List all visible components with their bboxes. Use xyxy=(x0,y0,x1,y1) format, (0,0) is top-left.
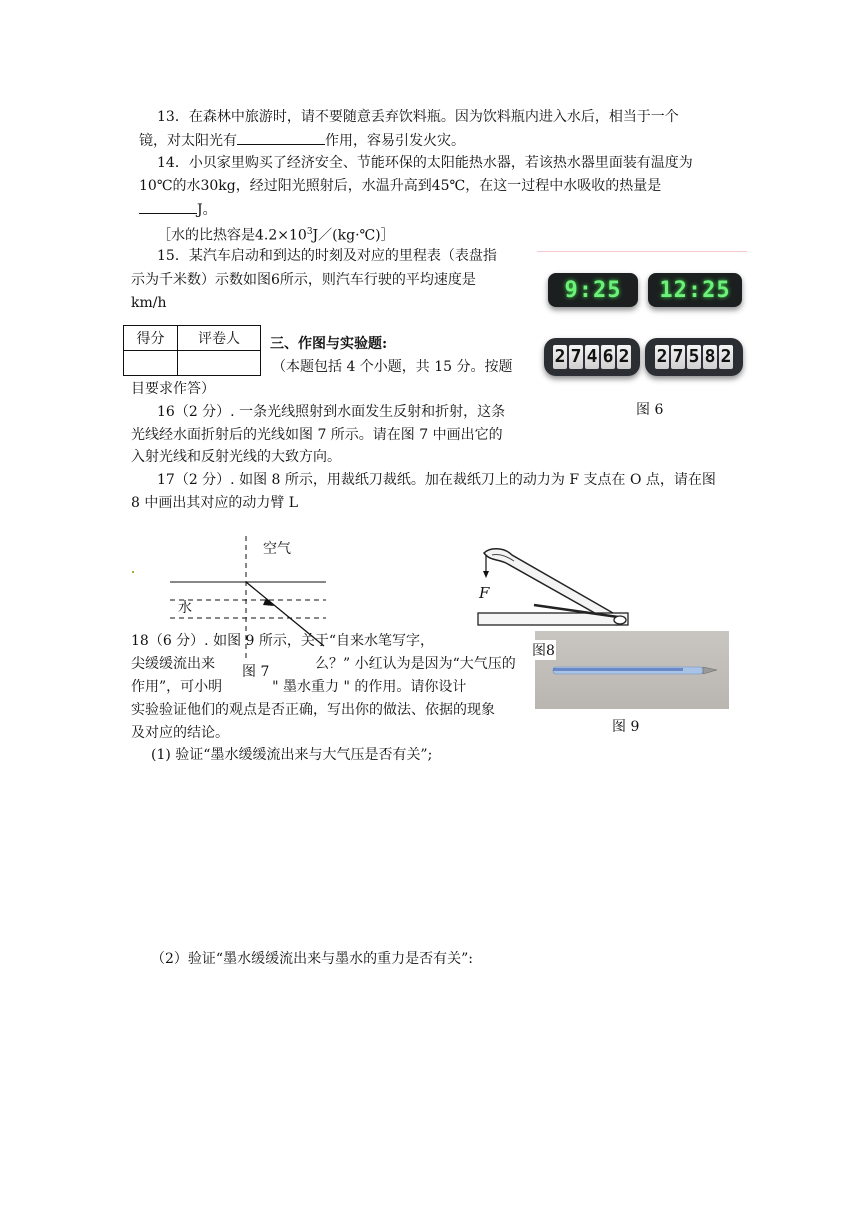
clock-start-panel xyxy=(548,273,638,307)
q17-line1: 17（2 分）. 如图 8 所示，用裁纸刀裁纸。加在裁纸刀上的动力为 F 支点在 O 点，请在图 xyxy=(157,472,716,488)
pen-refill-image xyxy=(535,631,729,709)
q16-line3: 入射光线和反射光线的大致方向。 xyxy=(131,449,341,465)
pivot-point xyxy=(614,616,626,624)
odometer-end-digit: 2 xyxy=(656,346,668,367)
q14-line3 xyxy=(139,199,217,220)
section3-desc2: 目要求作答） xyxy=(131,381,215,397)
q18-part2: （2）验证“墨水缓缓流出来与墨水的重力是否有关”: xyxy=(151,951,473,967)
grader-cell[interactable] xyxy=(178,351,261,376)
figure7-diagram xyxy=(128,532,358,672)
odometer-end-digit: 7 xyxy=(672,346,684,367)
q14-line4-sup: 3 xyxy=(306,227,313,237)
q16-line2: 光线经水面折射后的光线如图 7 所示。请在图 7 中画出它的 xyxy=(131,427,503,443)
q15-line3: km/h xyxy=(131,295,167,311)
q18-line2-a: 尖缓缓流出来 xyxy=(131,656,215,672)
q14-line1: 14．小贝家里购买了经济安全、节能环保的太阳能热水器，若该热水器里面装有温度为 xyxy=(157,155,693,171)
odometer-start-digit: 2 xyxy=(618,346,630,367)
force-label: F xyxy=(479,584,490,602)
air-label: 空气 xyxy=(263,541,291,557)
figure9-caption: 图 9 xyxy=(612,719,640,735)
q14-line3-unit: J。 xyxy=(197,202,217,218)
score-cell[interactable] xyxy=(124,351,178,376)
q13-line1: 13．在森林中旅游时，请不要随意丢弃饮料瓶。因为饮料瓶内进入水后，相当于一个 xyxy=(157,109,679,125)
odometer-end-digit: 8 xyxy=(704,346,716,367)
q14-line2: 10℃的水30kg，经过阳光照射后，水温升高到45℃，在这一过程中水吸收的热量是 xyxy=(139,178,662,194)
q18-part1: (1) 验证“墨水缓缓流出来与大气压是否有关”; xyxy=(151,747,433,763)
q15-line2: 示为千米数）示数如图6所示，则汽车行驶的平均速度是 xyxy=(131,272,476,288)
q18-line3-a: 作用”，可小明 xyxy=(131,679,223,695)
q14-line4-a: ［水的比热容是4.2×10 xyxy=(157,227,307,244)
figure9-photo xyxy=(535,631,729,709)
q18-line1: 18（6 分）. 如图 9 所示，关于“自来水笔写字， xyxy=(131,633,435,649)
odometer-start-digit: 7 xyxy=(570,346,582,367)
q18-answer-area-2[interactable] xyxy=(131,975,731,1175)
clock-start-time: 9:25 xyxy=(564,277,622,303)
q13-line2-a: 镜，对太阳光有 xyxy=(139,133,237,149)
q18-line5: 及对应的结论。 xyxy=(131,725,229,741)
odometer-end-panel xyxy=(645,338,743,376)
q17-line2: 8 中画出其对应的动力臂 L xyxy=(131,495,299,511)
q18-line3 xyxy=(131,677,466,697)
odometer-start-digit: 4 xyxy=(586,346,598,367)
odometer-start xyxy=(544,338,640,376)
odometer-end xyxy=(645,338,743,376)
odometer-end-digit: 2 xyxy=(720,346,732,367)
section3-desc1: （本题包括 4 个小题，共 15 分。按题 xyxy=(272,359,513,375)
arrow-head xyxy=(263,598,274,606)
q18-line3-b: " 墨水重力 " 的作用。请你设计 xyxy=(272,679,467,695)
q18-line2-b: 么？” 小红认为是因为“大气压的 xyxy=(315,656,516,672)
score-table xyxy=(123,325,261,376)
score-header: 得分 xyxy=(124,326,178,351)
clock-end-time: 12:25 xyxy=(659,277,731,303)
grader-header: 评卷人 xyxy=(178,326,261,351)
clock-end-panel xyxy=(648,273,742,307)
odometer-start-digit: 2 xyxy=(554,346,566,367)
figure6-divider xyxy=(537,251,747,252)
q14-line4 xyxy=(157,222,395,246)
section3-title: 三、作图与实验题: xyxy=(270,336,388,352)
q18-line4: 实验验证他们的观点是否正确，写出你的做法、依据的现象 xyxy=(131,702,495,718)
q13-line2 xyxy=(139,130,465,151)
odometer-end-digit: 5 xyxy=(688,346,700,367)
paper-cutter-diagram xyxy=(470,541,640,636)
odometer-start-panel xyxy=(544,338,640,376)
q14-line4-b: J／(kg·℃)］ xyxy=(312,227,395,244)
q13-blank[interactable] xyxy=(237,130,325,145)
q15-line1: 15．某汽车启动和到达的时刻及对应的里程表（表盘指 xyxy=(157,248,497,264)
q16-line1: 16（2 分）. 一条光线照射到水面发生反射和折射，这条 xyxy=(157,404,506,420)
figure6-caption: 图 6 xyxy=(636,402,664,418)
water-label: 水 xyxy=(178,600,192,616)
odometer-start-digit: 6 xyxy=(602,346,614,367)
q14-blank[interactable] xyxy=(139,199,197,214)
figure8-caption: 图8 xyxy=(531,640,556,660)
q18-answer-area-1[interactable] xyxy=(131,770,731,940)
q18-line2 xyxy=(131,654,516,674)
q13-line2-b: 作用，容易引发火灾。 xyxy=(325,133,465,149)
figure7-caption: 图 7 xyxy=(240,661,271,681)
